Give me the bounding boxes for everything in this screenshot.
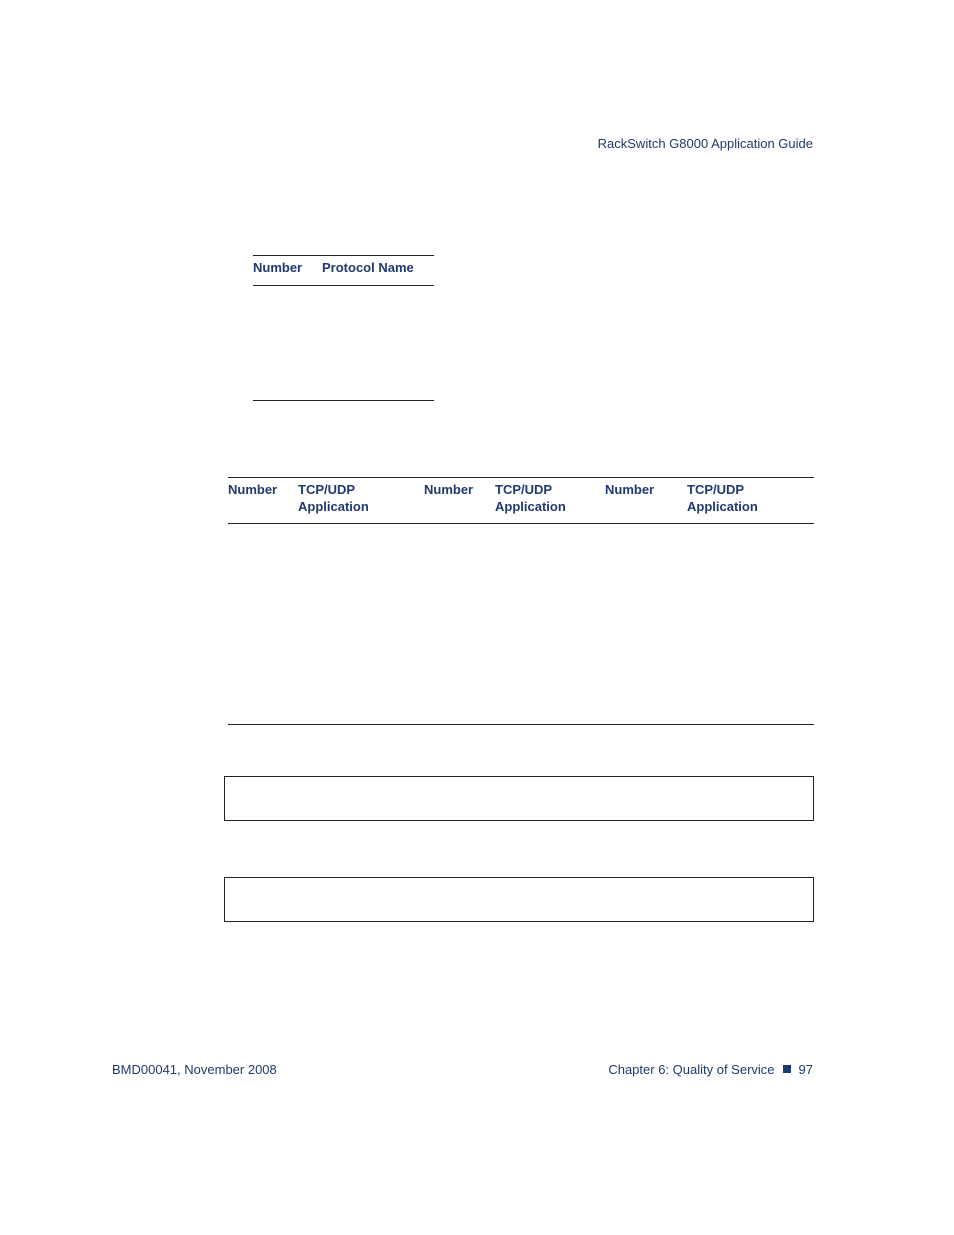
footer-page-number: 97 [798,1062,813,1077]
table2-header-application-2: TCP/UDP Application [495,482,566,514]
table2-header-number-2: Number [424,482,474,497]
table2-header-number-1: Number [228,482,278,497]
table2-bottom-rule [228,724,814,725]
square-bullet-icon [783,1065,791,1073]
table1-header-number: Number [253,260,303,275]
table1-header-rule [253,285,434,286]
table2-header-application-3: TCP/UDP Application [687,482,758,514]
table1-header-protocol-name: Protocol Name [322,260,414,275]
footer-chapter: Chapter 6: Quality of Service [608,1062,775,1077]
running-header: RackSwitch G8000 Application Guide [597,136,813,151]
table2-header-application-1: TCP/UDP Application [298,482,369,514]
footer-document-id: BMD00041, November 2008 [112,1062,277,1077]
table2-header-rule [228,523,814,524]
table2-top-rule [228,477,814,478]
table1-top-rule [253,255,434,256]
table2-header-number-3: Number [605,482,655,497]
command-box-1 [224,776,814,821]
table1-bottom-rule [253,400,434,401]
command-box-2 [224,877,814,922]
footer-chapter-page [608,1062,813,1077]
